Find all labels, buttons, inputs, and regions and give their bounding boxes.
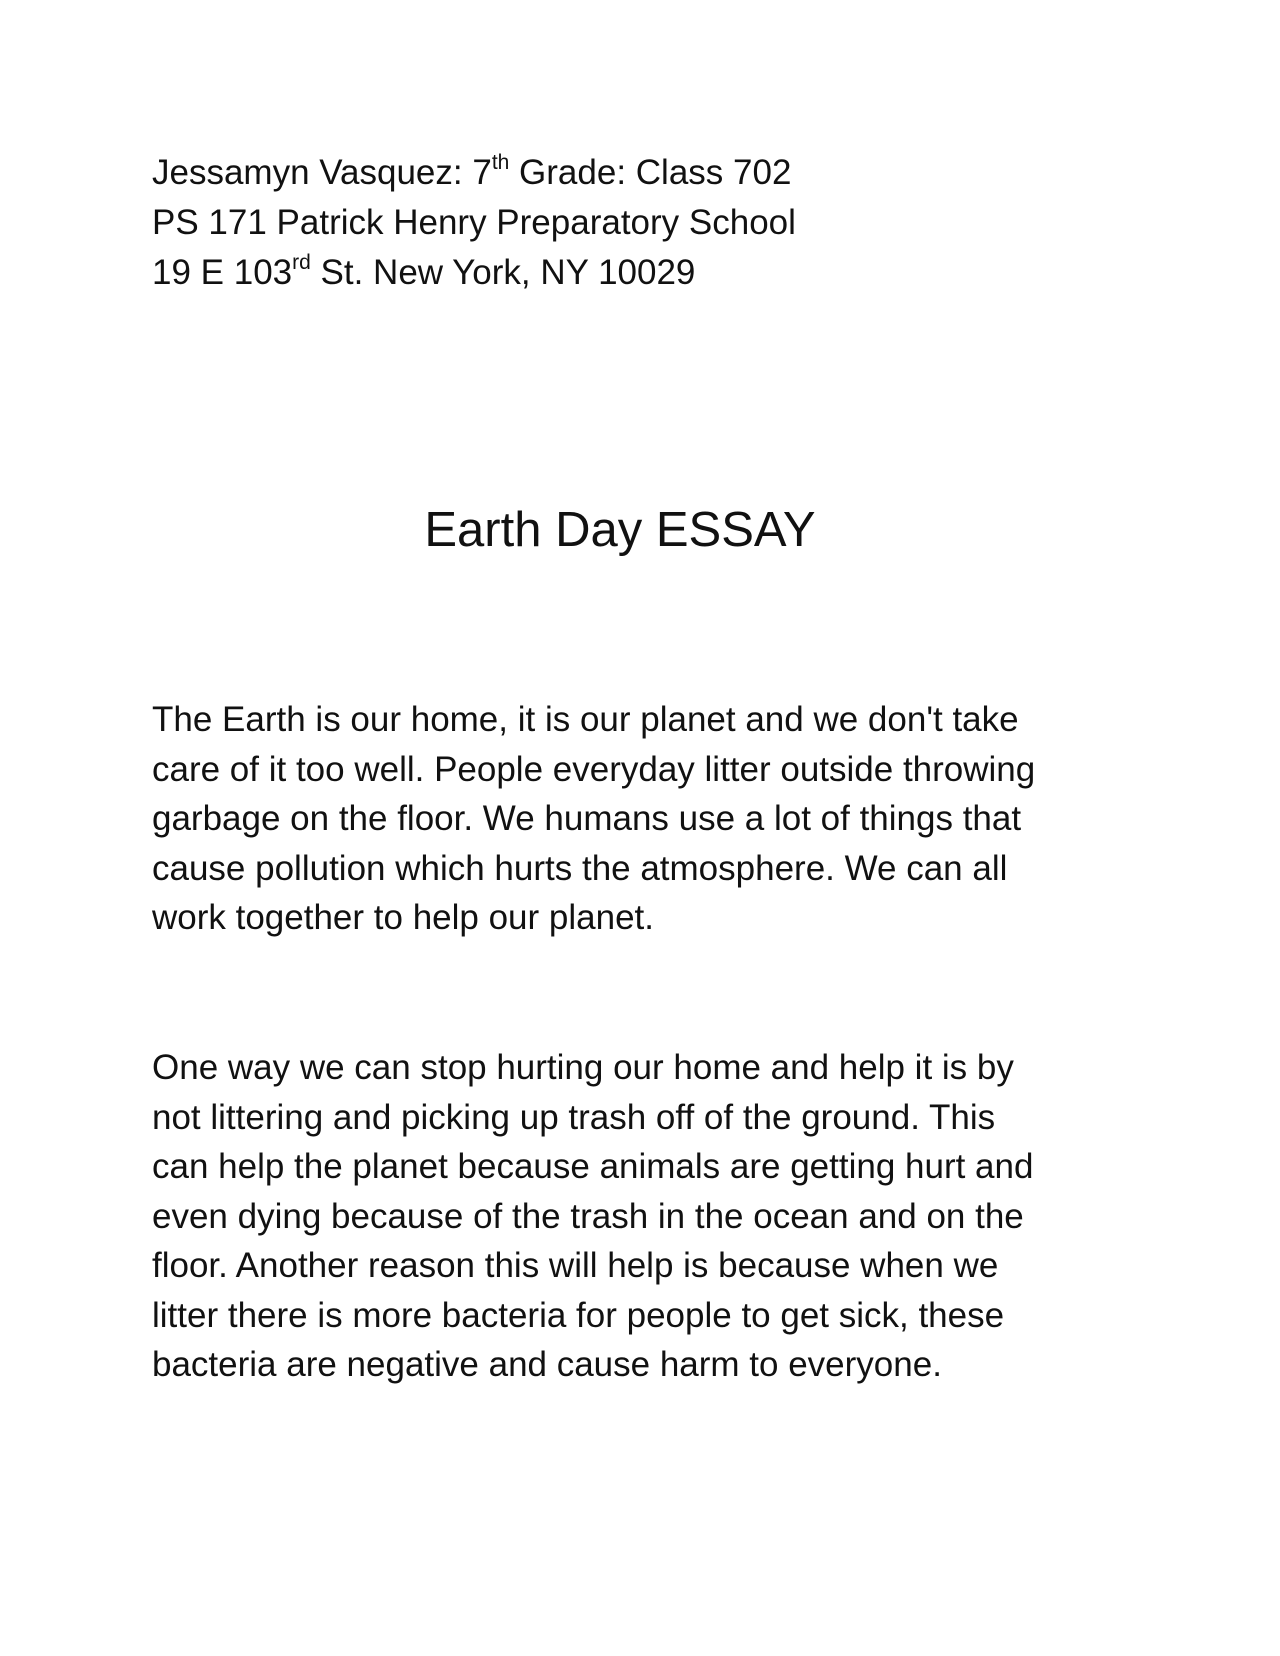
- paragraph-line: even dying because of the trash in the ocean and on the: [152, 1196, 1024, 1236]
- school-address-line: [152, 248, 796, 298]
- paragraph-line: One way we can stop hurting our home and help it is by: [152, 1048, 1014, 1087]
- street-city-text: St. New York, NY 10029: [310, 253, 696, 292]
- street-ordinal-suffix: rd: [292, 251, 311, 275]
- essay-paragraph-1: [152, 695, 1152, 943]
- paragraph-line: not littering and picking up trash off of the ground. This: [152, 1097, 996, 1137]
- paragraph-line: garbage on the floor. We humans use a lot of things that: [152, 799, 1022, 838]
- paragraph-line: floor. Another reason this will help is because when we: [152, 1246, 999, 1285]
- student-name-text: Jessamyn Vasquez: 7: [152, 153, 492, 192]
- grade-class-text: Grade: Class 702: [509, 153, 792, 192]
- paragraph-line: litter there is more bacteria for people to get sick, these: [152, 1295, 1005, 1335]
- street-number-text: 19 E 103: [152, 253, 293, 292]
- paragraph-line: The Earth is our home, it is our planet and we don't take: [152, 700, 1019, 739]
- school-name-line: PS 171 Patrick Henry Preparatory School: [152, 203, 796, 242]
- paragraph-line: bacteria are negative and cause harm to everyone.: [152, 1345, 942, 1384]
- paragraph-line: care of it too well. People everyday litter outside throwing: [152, 749, 1036, 789]
- essay-title: Earth Day ESSAY: [424, 503, 816, 557]
- student-header: [152, 148, 796, 298]
- grade-ordinal-suffix: th: [491, 151, 510, 175]
- essay-paragraph-2: [152, 1043, 1152, 1390]
- student-name-grade-line: [152, 148, 796, 198]
- paragraph-line: cause pollution which hurts the atmosphere. We can all: [152, 848, 1008, 888]
- paragraph-line: can help the planet because animals are getting hurt and: [152, 1147, 1034, 1186]
- paragraph-line: work together to help our planet.: [152, 898, 654, 937]
